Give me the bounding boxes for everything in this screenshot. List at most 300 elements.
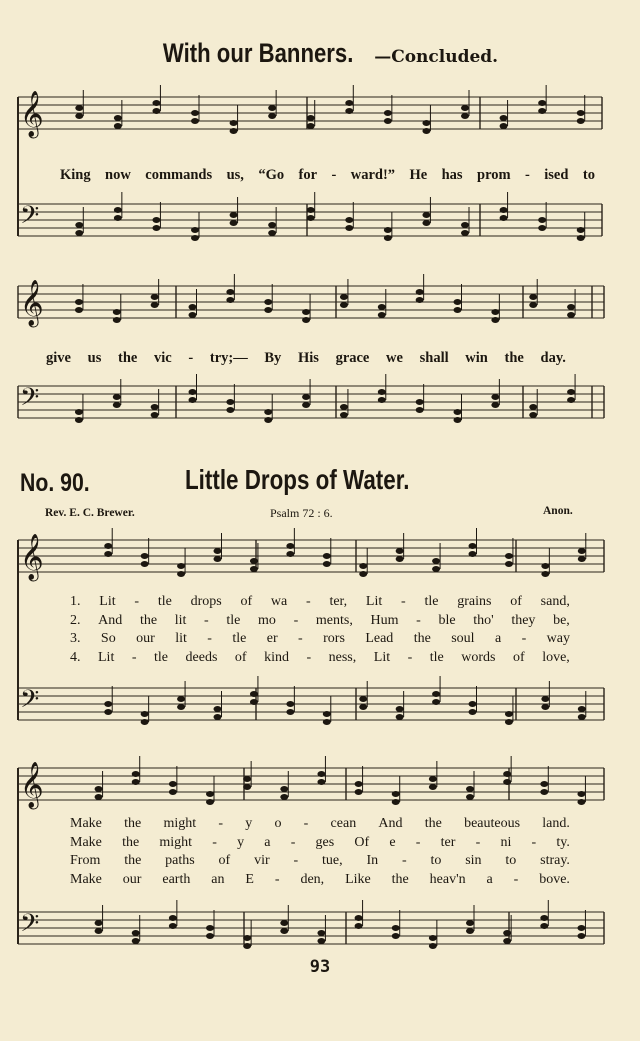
verse-word: be, <box>553 612 570 628</box>
note-head <box>189 304 197 310</box>
note-head <box>95 794 103 800</box>
note-head <box>323 711 331 717</box>
verse-word: an <box>211 871 225 887</box>
lyric-word: - <box>331 167 337 183</box>
verse-word: ness, <box>328 649 357 665</box>
verse-word: the <box>413 631 431 646</box>
verse-word: tue, <box>321 853 343 868</box>
verse-word: tle <box>232 631 247 646</box>
lyric-word: - <box>188 350 194 366</box>
verse-word: drops <box>190 594 222 609</box>
note-head <box>345 100 353 106</box>
note-head <box>540 789 548 795</box>
note-head <box>567 312 575 318</box>
verse-word: the <box>391 871 409 887</box>
verse-word: And <box>98 612 123 628</box>
verse-word: ments, <box>315 612 353 628</box>
note-head <box>141 553 149 559</box>
verse-word: ter, <box>329 594 348 609</box>
lyric-word: commands <box>145 167 213 183</box>
verse-word: - <box>401 594 406 609</box>
treble-clef: 𝄞 <box>20 280 44 326</box>
note-head <box>432 691 440 697</box>
note-head <box>75 307 83 313</box>
note-head <box>540 915 548 921</box>
note-head <box>280 928 288 934</box>
lyric-word: He <box>409 167 428 183</box>
verse-word: - <box>416 612 421 628</box>
lyric-word: ised <box>544 167 569 183</box>
note-head <box>378 304 386 310</box>
lyric-word: By <box>264 350 282 366</box>
note-head <box>577 791 585 797</box>
note-head <box>577 235 585 241</box>
note-head <box>577 933 585 939</box>
verse-word: - <box>521 631 527 646</box>
note-head <box>454 417 462 423</box>
note-head <box>392 799 400 805</box>
note-head <box>75 409 83 415</box>
verse-word: cean <box>330 816 357 831</box>
lyric-word: vic <box>154 350 172 366</box>
verse-word: 3. <box>70 631 81 646</box>
note-head <box>384 227 392 233</box>
note-head <box>396 714 404 720</box>
note-head <box>230 212 238 218</box>
note-head <box>503 930 511 936</box>
note-head <box>378 312 386 318</box>
note-head <box>250 691 258 697</box>
verse-word: y <box>237 834 245 850</box>
note-head <box>505 553 513 559</box>
note-head <box>152 225 160 231</box>
lyric-word: “Go <box>258 167 285 183</box>
verse-word: to <box>430 853 442 868</box>
verse-word: Make <box>70 816 102 831</box>
note-head <box>359 563 367 569</box>
note-head <box>151 412 159 418</box>
note-head <box>226 399 234 405</box>
verse-word: our <box>122 871 142 887</box>
note-head <box>469 551 477 557</box>
note-head <box>206 799 214 805</box>
note-head <box>491 402 499 408</box>
note-head <box>359 571 367 577</box>
note-head <box>151 294 159 300</box>
page-number: 93 <box>309 957 331 977</box>
note-head <box>75 222 83 228</box>
note-head <box>264 417 272 423</box>
bass-clef: 𝄢 <box>20 909 40 944</box>
note-head <box>359 704 367 710</box>
verse-word: ble <box>438 612 456 628</box>
verse-word: Hum <box>370 612 399 628</box>
note-head <box>396 706 404 712</box>
note-head <box>214 714 222 720</box>
note-head <box>169 789 177 795</box>
verse-word: Of <box>354 834 370 850</box>
verse-word: tle <box>157 594 172 609</box>
hymn-number: No. 90. <box>20 469 90 497</box>
verse-word: rors <box>323 631 345 646</box>
note-head <box>214 556 222 562</box>
note-head <box>529 412 537 418</box>
lyrics-line-1 <box>60 167 595 184</box>
note-head <box>323 561 331 567</box>
note-head <box>151 302 159 308</box>
note-head <box>466 928 474 934</box>
note-head <box>323 719 331 725</box>
note-head <box>378 397 386 403</box>
note-head <box>214 706 222 712</box>
note-head <box>230 220 238 226</box>
note-head <box>75 417 83 423</box>
note-head <box>268 230 276 236</box>
note-head <box>355 781 363 787</box>
note-head <box>113 402 121 408</box>
verse-word: o <box>274 816 282 831</box>
note-head <box>177 571 185 577</box>
verse-word: deeds <box>185 649 218 665</box>
verse-word: stray. <box>540 853 570 868</box>
note-head <box>429 943 437 949</box>
note-head <box>454 409 462 415</box>
note-head <box>280 794 288 800</box>
note-head <box>416 289 424 295</box>
note-head <box>491 317 499 323</box>
note-head <box>577 925 585 931</box>
note-head <box>214 548 222 554</box>
note-head <box>104 709 112 715</box>
note-head <box>243 943 251 949</box>
verse-word: den, <box>300 871 325 887</box>
note-head <box>577 110 585 116</box>
note-head <box>540 781 548 787</box>
note-head <box>416 399 424 405</box>
note-head <box>340 302 348 308</box>
note-head <box>505 719 513 725</box>
note-head <box>132 779 140 785</box>
note-head <box>392 925 400 931</box>
note-head <box>302 394 310 400</box>
verse-word: - <box>415 834 421 850</box>
note-head <box>541 563 549 569</box>
verse-word: sand, <box>540 594 570 609</box>
note-head <box>461 113 469 119</box>
note-head <box>169 923 177 929</box>
verse-word: Lit <box>365 594 383 609</box>
note-head <box>230 128 238 134</box>
verse-word: 2. <box>70 612 81 628</box>
note-head <box>113 309 121 315</box>
verse-word: ges <box>315 834 335 850</box>
note-head <box>114 123 122 129</box>
verse-word: a <box>264 834 271 850</box>
note-head <box>243 776 251 782</box>
verse-word: - <box>134 594 140 609</box>
note-head <box>177 704 185 710</box>
note-head <box>189 389 197 395</box>
note-head <box>250 699 258 705</box>
note-head <box>466 786 474 792</box>
note-head <box>454 299 462 305</box>
treble-clef: 𝄞 <box>20 534 44 580</box>
verse-word: Lit <box>373 649 391 665</box>
note-head <box>392 791 400 797</box>
note-head <box>286 543 294 549</box>
note-head <box>577 118 585 124</box>
note-head <box>466 794 474 800</box>
note-head <box>169 781 177 787</box>
note-head <box>541 571 549 577</box>
note-head <box>191 227 199 233</box>
note-head <box>243 784 251 790</box>
lyric-word: the <box>118 350 138 366</box>
note-head <box>538 225 546 231</box>
verse-word: lit <box>174 612 187 628</box>
verse-word: - <box>306 649 312 665</box>
note-head <box>578 556 586 562</box>
note-head <box>191 235 199 241</box>
bass-clef: 𝄢 <box>20 685 40 720</box>
note-head <box>384 118 392 124</box>
note-head <box>206 933 214 939</box>
note-head <box>302 309 310 315</box>
note-head <box>243 935 251 941</box>
note-head <box>75 105 83 111</box>
note-head <box>104 551 112 557</box>
lyric-word: the <box>504 350 524 366</box>
verse-word: wa <box>270 594 288 609</box>
verse-word: - <box>290 834 296 850</box>
verse-word: So <box>100 631 116 646</box>
note-head <box>286 551 294 557</box>
verse-word: ni <box>500 834 512 850</box>
verse-word: the <box>124 816 142 831</box>
note-head <box>317 771 325 777</box>
note-head <box>191 110 199 116</box>
note-head <box>355 789 363 795</box>
note-head <box>132 771 140 777</box>
lyric-word: win <box>465 350 488 366</box>
verse-word: - <box>401 853 407 868</box>
note-head <box>577 799 585 805</box>
verse-word: a <box>494 631 502 646</box>
note-head <box>345 217 353 223</box>
note-head <box>177 696 185 702</box>
note-head <box>503 938 511 944</box>
lyric-word: His <box>297 350 319 366</box>
verse-word: er <box>266 631 278 646</box>
note-head <box>152 100 160 106</box>
note-head <box>264 307 272 313</box>
verse-word: Make <box>70 834 102 850</box>
note-head <box>355 915 363 921</box>
note-head <box>355 923 363 929</box>
verse-word: From <box>70 853 101 868</box>
verse-word: ty. <box>556 834 570 850</box>
verse-word: earth <box>162 871 191 887</box>
note-head <box>317 779 325 785</box>
verse-word: of <box>218 853 231 868</box>
note-head <box>505 711 513 717</box>
note-head <box>567 397 575 403</box>
lyric-word: has <box>441 167 463 183</box>
verse-word: - <box>218 816 223 831</box>
lyric-word: grace <box>335 350 370 366</box>
note-head <box>95 920 103 926</box>
verse-word: - <box>303 816 309 831</box>
verse-word: the <box>122 834 140 850</box>
verse-word: - <box>204 612 209 628</box>
scripture-reference: Psalm 72 : 6. <box>270 506 333 520</box>
note-head <box>345 108 353 114</box>
verse-line <box>70 816 570 832</box>
note-head <box>529 404 537 410</box>
verse-word: words <box>461 649 496 665</box>
verse-word: e <box>389 834 396 850</box>
treble-clef: 𝄞 <box>20 762 44 808</box>
note-head <box>206 791 214 797</box>
verse-word: kind <box>264 649 289 665</box>
note-head <box>141 561 149 567</box>
note-head <box>340 294 348 300</box>
note-head <box>141 719 149 725</box>
note-head <box>384 110 392 116</box>
verse-word: the <box>124 853 142 868</box>
verse-word: - <box>293 853 299 868</box>
verse-word: might <box>163 816 197 831</box>
note-head <box>264 299 272 305</box>
note-head <box>307 123 315 129</box>
verse-word: Lit <box>98 649 115 665</box>
verse-word: ter <box>440 834 456 850</box>
note-head <box>114 207 122 213</box>
lyric-word: try;— <box>209 350 248 366</box>
author-credit: Rev. E. C. Brewer. <box>45 507 135 519</box>
note-head <box>422 128 430 134</box>
note-head <box>429 935 437 941</box>
verse-line <box>70 613 570 629</box>
verse-word: of <box>234 649 247 665</box>
note-head <box>302 317 310 323</box>
verse-word: grains <box>457 594 492 609</box>
note-head <box>340 412 348 418</box>
verse-word: might <box>159 834 193 850</box>
note-head <box>567 389 575 395</box>
note-head <box>307 215 315 221</box>
verse-word: soul <box>451 631 475 646</box>
verse-word: of <box>510 594 522 609</box>
note-head <box>114 115 122 121</box>
note-head <box>505 561 513 567</box>
note-head <box>317 930 325 936</box>
verse-word: - <box>212 834 217 850</box>
verse-word: Like <box>345 871 371 887</box>
note-head <box>541 704 549 710</box>
note-head <box>416 297 424 303</box>
note-head <box>113 394 121 400</box>
note-head <box>226 297 234 303</box>
note-head <box>226 289 234 295</box>
lyric-word: give <box>46 350 71 366</box>
verse-word: sin <box>465 853 482 868</box>
note-head <box>529 302 537 308</box>
note-head <box>189 397 197 403</box>
verse-word: tle <box>226 612 241 628</box>
verse-word: vir <box>254 853 270 868</box>
note-head <box>317 938 325 944</box>
note-head <box>280 920 288 926</box>
note-head <box>114 215 122 221</box>
lyric-word: to <box>582 167 595 183</box>
note-head <box>461 105 469 111</box>
note-head <box>432 699 440 705</box>
note-head <box>268 105 276 111</box>
note-head <box>104 543 112 549</box>
note-head <box>359 696 367 702</box>
lyric-word: ward!” <box>350 167 396 183</box>
note-head <box>392 933 400 939</box>
verse-word: love, <box>542 649 570 665</box>
note-head <box>454 307 462 313</box>
verse-word: our <box>136 631 155 646</box>
verse-word: - <box>475 834 481 850</box>
bass-clef: 𝄢 <box>20 383 40 418</box>
verse-word: y <box>245 816 253 831</box>
verse-word: of <box>240 594 253 609</box>
note-head <box>503 771 511 777</box>
note-head <box>469 709 477 715</box>
treble-clef: 𝄞 <box>20 91 44 137</box>
title-concluded: —Concluded. <box>374 47 499 67</box>
verse-line <box>70 872 570 888</box>
verse-word: lit <box>175 631 187 646</box>
note-head <box>529 294 537 300</box>
note-head <box>429 776 437 782</box>
note-head <box>141 711 149 717</box>
lyric-word: King <box>60 167 91 183</box>
note-head <box>177 563 185 569</box>
note-head <box>429 784 437 790</box>
lyric-word: now <box>105 167 131 183</box>
note-head <box>286 709 294 715</box>
note-head <box>307 207 315 213</box>
note-head <box>461 222 469 228</box>
note-head <box>422 212 430 218</box>
lyric-word: we <box>386 350 403 366</box>
note-head <box>432 566 440 572</box>
verse-line <box>70 835 570 851</box>
verse-line <box>70 650 570 666</box>
note-head <box>169 915 177 921</box>
note-head <box>567 304 575 310</box>
verse-word: tle <box>424 594 439 609</box>
note-head <box>540 923 548 929</box>
verse-word: E <box>245 871 254 887</box>
note-head <box>264 409 272 415</box>
verse-word: paths <box>165 853 195 868</box>
lyric-word: prom <box>477 167 511 183</box>
note-head <box>75 230 83 236</box>
verse-word: In <box>366 853 379 868</box>
note-head <box>500 207 508 213</box>
note-head <box>152 217 160 223</box>
note-head <box>230 120 238 126</box>
verse-word: - <box>207 631 212 646</box>
verse-word: mo <box>258 612 276 628</box>
note-head <box>538 100 546 106</box>
